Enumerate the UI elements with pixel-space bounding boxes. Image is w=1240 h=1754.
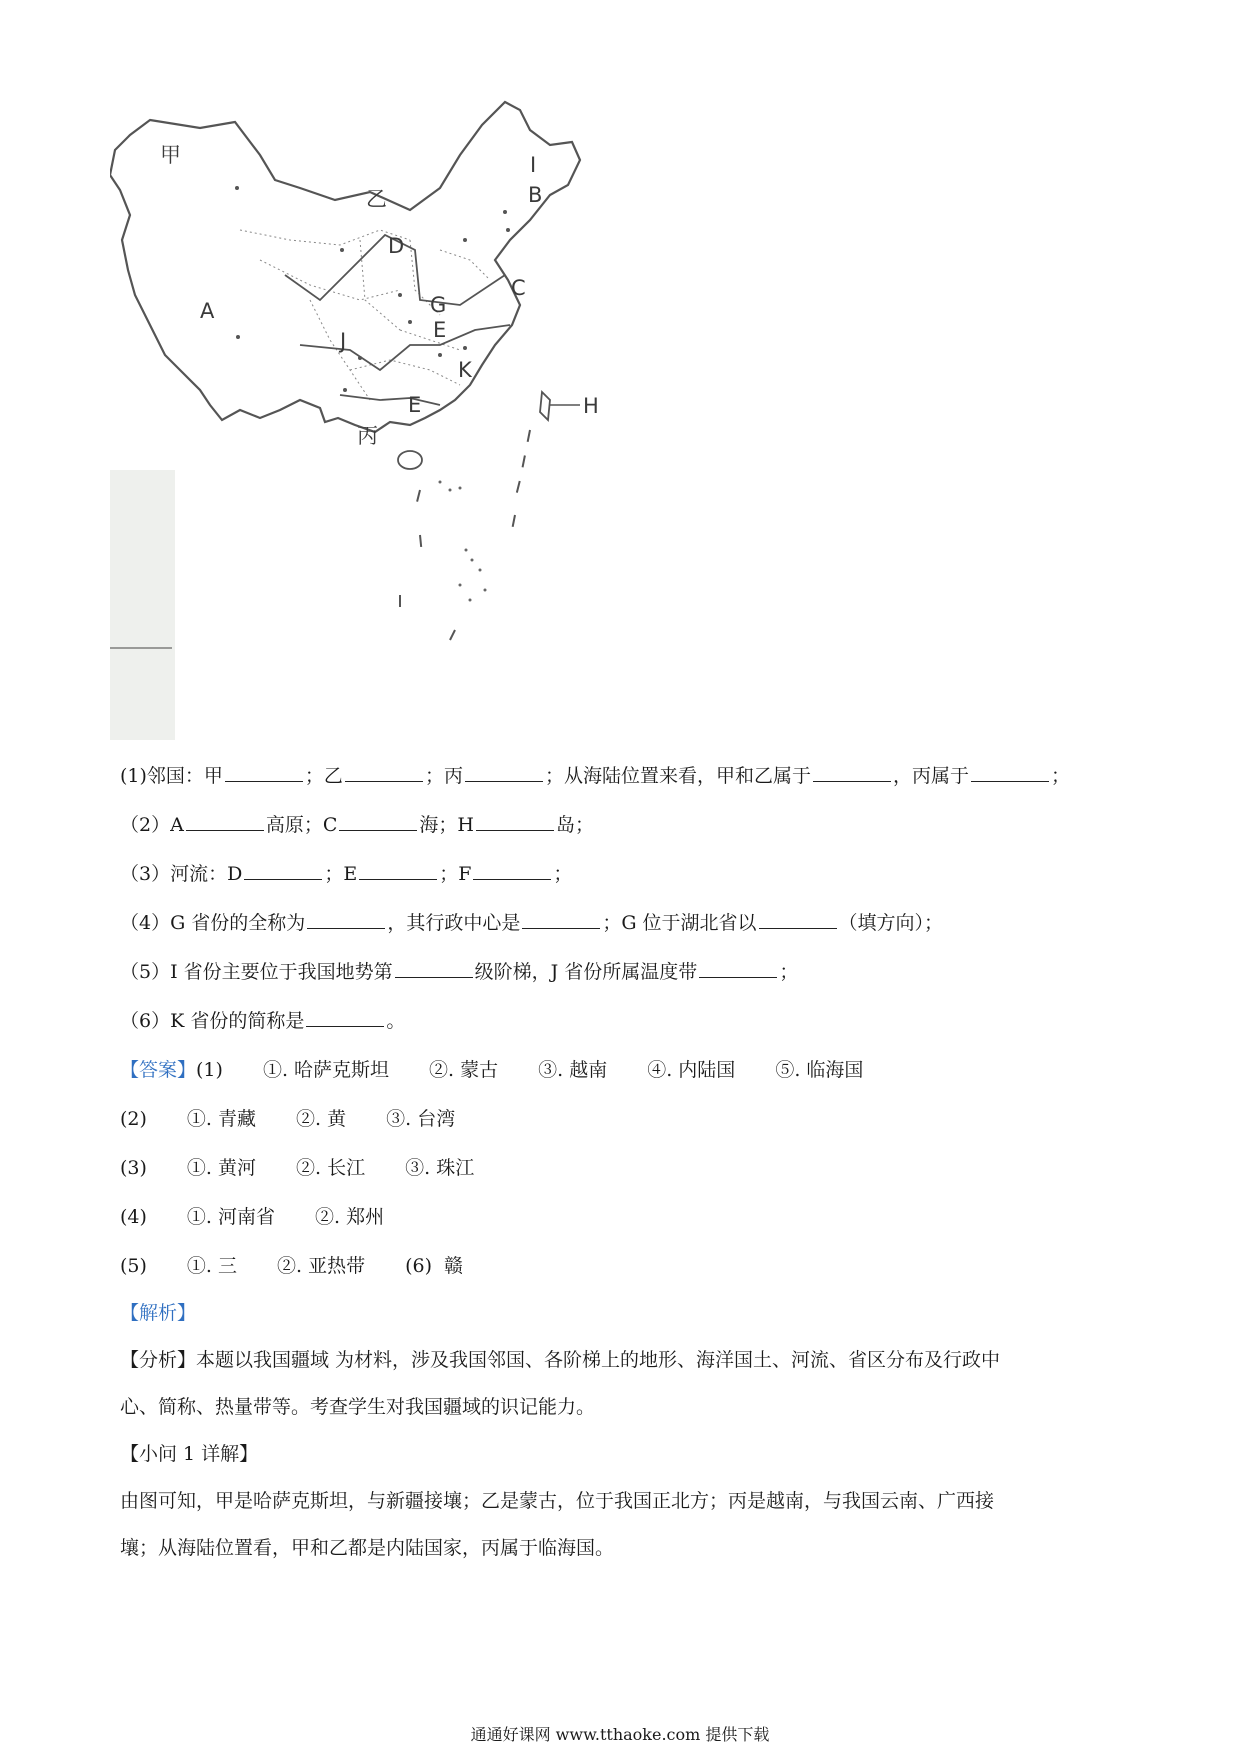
q6-text-2: 。 — [386, 1010, 406, 1032]
q2-text-3: 海；H — [419, 814, 474, 836]
answer-blank — [522, 910, 600, 929]
answer-num: (1) — [196, 1059, 223, 1081]
question-5 — [120, 948, 1130, 997]
answer-item: ③. 越南 — [538, 1059, 608, 1081]
map-label-B: B — [528, 183, 543, 207]
answer-blank — [395, 959, 473, 978]
scan-shadow — [110, 470, 175, 740]
question-block — [120, 752, 1130, 1291]
china-map-svg — [110, 100, 730, 740]
river-pearl — [340, 395, 440, 405]
analysis-paragraph: 心、简称、热量带等。考查学生对我国疆域的识记能力。 — [120, 1396, 596, 1418]
q4-text-3: ；G 位于湖北省以 — [602, 912, 757, 934]
map-label-I: I — [530, 153, 537, 177]
map-label-K: K — [458, 358, 472, 382]
answer-line-3 — [120, 1144, 1130, 1193]
answer-item: ②. 亚热带 — [277, 1255, 366, 1277]
map-label-G: G — [430, 293, 447, 317]
q1-text-5: ，丙属于 — [892, 765, 969, 787]
answer-num: (3) — [120, 1157, 147, 1179]
answer-line-2 — [120, 1095, 1130, 1144]
answer-num: (5) — [120, 1255, 147, 1277]
question-3 — [120, 850, 1130, 899]
question-2 — [120, 801, 1130, 850]
analysis-paragraph: 由图可知，甲是哈萨克斯坦，与新疆接壤；乙是蒙古，位于我国正北方；丙是越南，与我国云南、广西接 — [120, 1490, 995, 1512]
china-map-figure — [110, 100, 730, 740]
answer-item: ③. 台湾 — [386, 1108, 456, 1130]
analysis-paragraph: 壤；从海陆位置看，甲和乙都是内陆国家，丙属于临海国。 — [120, 1537, 615, 1559]
map-label-C: C — [511, 276, 526, 300]
map-label-jia: 甲 — [160, 143, 181, 167]
sea-islands — [439, 481, 487, 602]
map-label-F-river: E — [408, 393, 422, 417]
q5-text-1: （5）I 省份主要位于我国地势第 — [120, 961, 393, 983]
answer-item: ②. 黄 — [296, 1108, 347, 1130]
answer-item: ②. 郑州 — [315, 1206, 385, 1228]
map-label-bing: 丙 — [357, 424, 378, 448]
q3-text-4: ； — [553, 863, 573, 885]
answer-blank — [473, 861, 551, 880]
answer-item: ①. 黄河 — [186, 1157, 257, 1179]
q3-text-2: ；E — [324, 863, 358, 885]
answer-item: ①. 哈萨克斯坦 — [262, 1059, 390, 1081]
answer-item: ⑤. 临海国 — [775, 1059, 864, 1081]
map-label-D: D — [388, 234, 405, 258]
answer-blank — [813, 763, 891, 782]
answer-item: ②. 蒙古 — [429, 1059, 499, 1081]
analysis-title: 【解析】 — [120, 1302, 197, 1324]
answer-blank — [186, 812, 264, 831]
answer-item: ①. 三 — [186, 1255, 238, 1277]
answer-blank — [359, 861, 437, 880]
q2-text-2: 高原；C — [265, 814, 338, 836]
q1-text-6: ； — [1050, 765, 1070, 787]
answer-blank — [465, 763, 543, 782]
hainan-island — [398, 451, 422, 469]
q2-text-4: 岛； — [555, 814, 594, 836]
map-label-J: J — [340, 329, 347, 353]
q1-text-4: ；从海陆位置来看，甲和乙属于 — [544, 765, 811, 787]
answer-tag: 【答案】 — [120, 1059, 197, 1081]
question-4 — [120, 899, 1130, 948]
answer-item: ①. 河南省 — [186, 1206, 276, 1228]
answer-item: ④. 内陆国 — [647, 1059, 736, 1081]
page-footer: 通通好课网 www.tthaoke.com 提供下载 — [470, 1725, 770, 1744]
q2-text-1: （2）A — [120, 814, 184, 836]
question-1 — [120, 752, 1130, 801]
answer-num: (2) — [120, 1108, 147, 1130]
answer-blank — [345, 763, 423, 782]
answer-blank — [307, 910, 385, 929]
q3-text-1: （3）河流：D — [120, 863, 243, 885]
q1-text-2: ；乙 — [304, 765, 343, 787]
subquestion-title: 【小问 1 详解】 — [120, 1443, 259, 1465]
taiwan-island — [540, 392, 550, 420]
nine-dash-line — [400, 430, 530, 640]
q4-text-2: ，其行政中心是 — [387, 912, 521, 934]
answer-blank — [244, 861, 322, 880]
answer-item: ①. 青藏 — [186, 1108, 257, 1130]
map-label-H: H — [583, 394, 599, 418]
q4-text-1: （4）G 省份的全称为 — [120, 912, 306, 934]
question-6 — [120, 997, 1130, 1046]
q5-text-3: ； — [779, 961, 799, 983]
answer-line-1 — [120, 1046, 1130, 1095]
q1-text-1: (1)邻国：甲 — [120, 765, 223, 787]
answer-num: (6) — [405, 1255, 433, 1277]
analysis-section — [120, 1290, 1130, 1572]
answer-blank — [476, 812, 554, 831]
answer-blank — [306, 1008, 384, 1027]
q5-text-2: 级阶梯，J 省份所属温度带 — [474, 961, 698, 983]
answer-item: ③. 珠江 — [405, 1157, 475, 1179]
answer-blank — [759, 910, 837, 929]
q4-text-4: （填方向）； — [838, 912, 944, 934]
answer-item: 赣 — [444, 1255, 464, 1277]
map-label-E-river: E — [433, 318, 447, 342]
q1-text-3: ；丙 — [424, 765, 463, 787]
answer-line-5 — [120, 1242, 1130, 1291]
q6-text-1: （6）K 省份的简称是 — [120, 1010, 305, 1032]
answer-blank — [339, 812, 417, 831]
answer-line-4 — [120, 1193, 1130, 1242]
answer-blank — [699, 959, 777, 978]
answer-blank — [225, 763, 303, 782]
answer-blank — [971, 763, 1049, 782]
q3-text-3: ；F — [439, 863, 472, 885]
map-label-yi: 乙 — [366, 187, 387, 211]
answer-num: (4) — [120, 1206, 147, 1228]
map-label-A: A — [200, 299, 215, 323]
answer-item: ②. 长江 — [296, 1157, 366, 1179]
analysis-paragraph: 【分析】本题以我国疆域 为材料，涉及我国邻国、各阶梯上的地形、海洋国土、河流、省区分布及行政中 — [120, 1349, 1001, 1371]
